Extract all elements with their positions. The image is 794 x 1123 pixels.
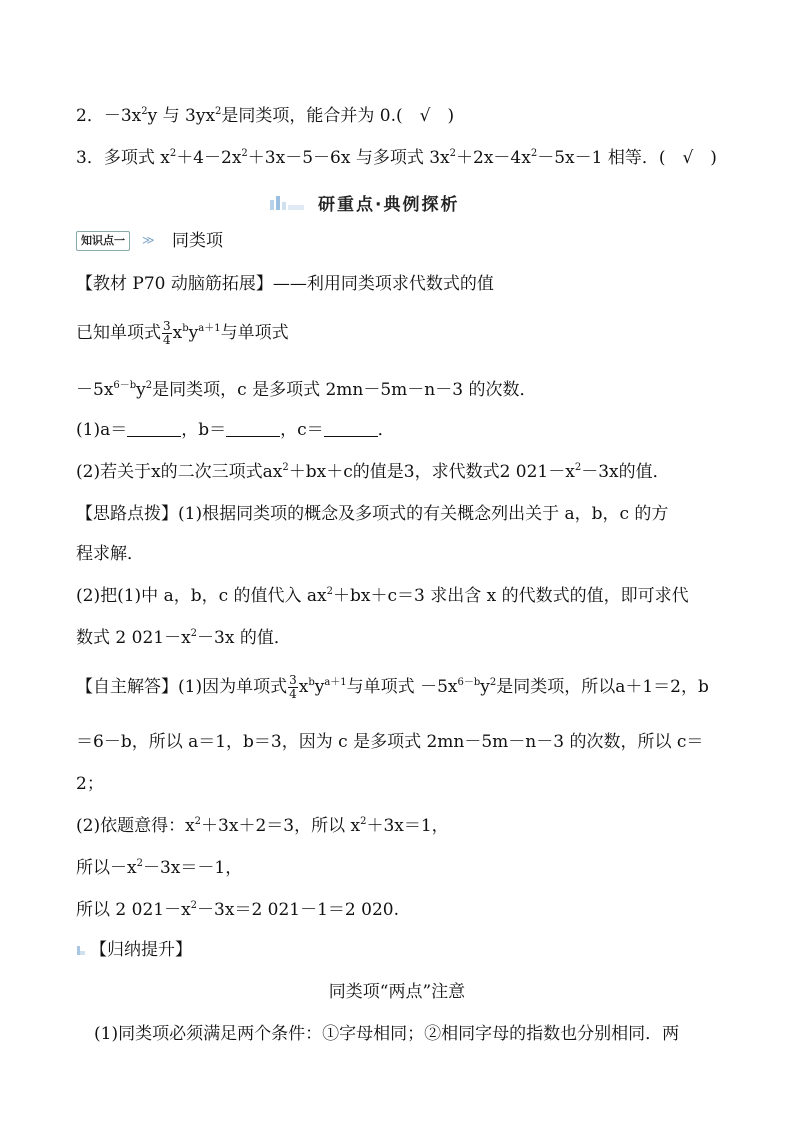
fraction: $\frac{3}{4}$ [163,319,171,347]
answer-blank-b[interactable] [226,420,280,437]
double-arrow-icon: ≫ [142,233,155,247]
answer-line-4: (2)依题意得：$x^2+3x+2=3$，所以 $x^2+3x=1$， [76,816,449,836]
given-monomial-line-2: $-5x^{6-b}y^2$是同类项，c 是多项式 2mn－5m－n－3 的次数． [76,380,537,400]
answer-line-5: 所以$-x^2-3x=-1$， [76,858,243,878]
summary-marker-icon [76,944,86,956]
answer-blank-a[interactable] [127,420,181,437]
hint-line-4: 数式 2 $021-x^2-3x$ 的值． [76,628,291,648]
summary-line-1: (1)同类项必须满足两个条件：①字母相同；②相同字母的指数也分别相同．两 [94,1024,680,1044]
section-title: 研重点·典例探析 [318,195,460,215]
textbook-reference: 【教材 P70 动脑筋拓展】——利用同类项求代数式的值 [76,274,494,294]
section-header [270,190,530,214]
part-1-blanks: (1)a＝ ，b＝ ，c＝ ． [76,420,395,440]
answer-line-3: 2； [76,774,104,794]
given-monomial-line: 已知单项式 $\frac{3}{4}$ $x^by^{a+1}$与单项式 [76,319,289,347]
answer-blank-c[interactable] [324,420,378,437]
hint-line-3: (2)把(1)中 a，b，c 的值代入 $ax^2+bx+c=3$ 求出含 x 的代数式的值，即可求代 [76,586,689,606]
knowledge-point-title: 同类项 [172,231,223,251]
hint-line-2: 程求解． [76,544,144,564]
section-decoration-icon [270,194,304,210]
answer-line-2: ＝6－b，所以 a＝1，b＝3，因为 c 是多项式 2mn－5m－n－3 的次数，所以 c＝ [76,732,704,752]
question-3: 3．多项式 $x^2+4-2x^2+3x-5-6x$ 与多项式 $3x^2+2x-4x^2-5x-1$ 相等．( √ ) [76,148,717,168]
answer-line-6: 所以 2 $021-x^2-3x=2$ 021－1＝2 020. [76,900,400,920]
summary-heading: 【归纳提升】 [90,940,192,960]
knowledge-point-tag: 知识点一 [76,231,130,251]
part-2-question: (2)若关于x的二次三项式$ax^2+bx+c$的值是3，求代数式2 $021-x^2-3x$的值． [76,462,670,482]
hint-line-1: 【思路点拨】(1)根据同类项的概念及多项式的有关概念列出关于 a，b，c 的方 [76,504,669,524]
question-2: 2．$-3x^2y$ 与 $3yx^2$是同类项，能合并为 0.( √ ) [76,106,455,126]
answer-line-1: 【自主解答】(1)因为单项式 $\frac{3}{4}$ $x^by^{a+1}$与单项式 $-5x^{6-b}y^2$是同类项，所以a＋1＝2，b [76,673,709,701]
summary-subtitle: 同类项“两点”注意 [328,982,466,1002]
fraction: $\frac{3}{4}$ [289,673,297,701]
